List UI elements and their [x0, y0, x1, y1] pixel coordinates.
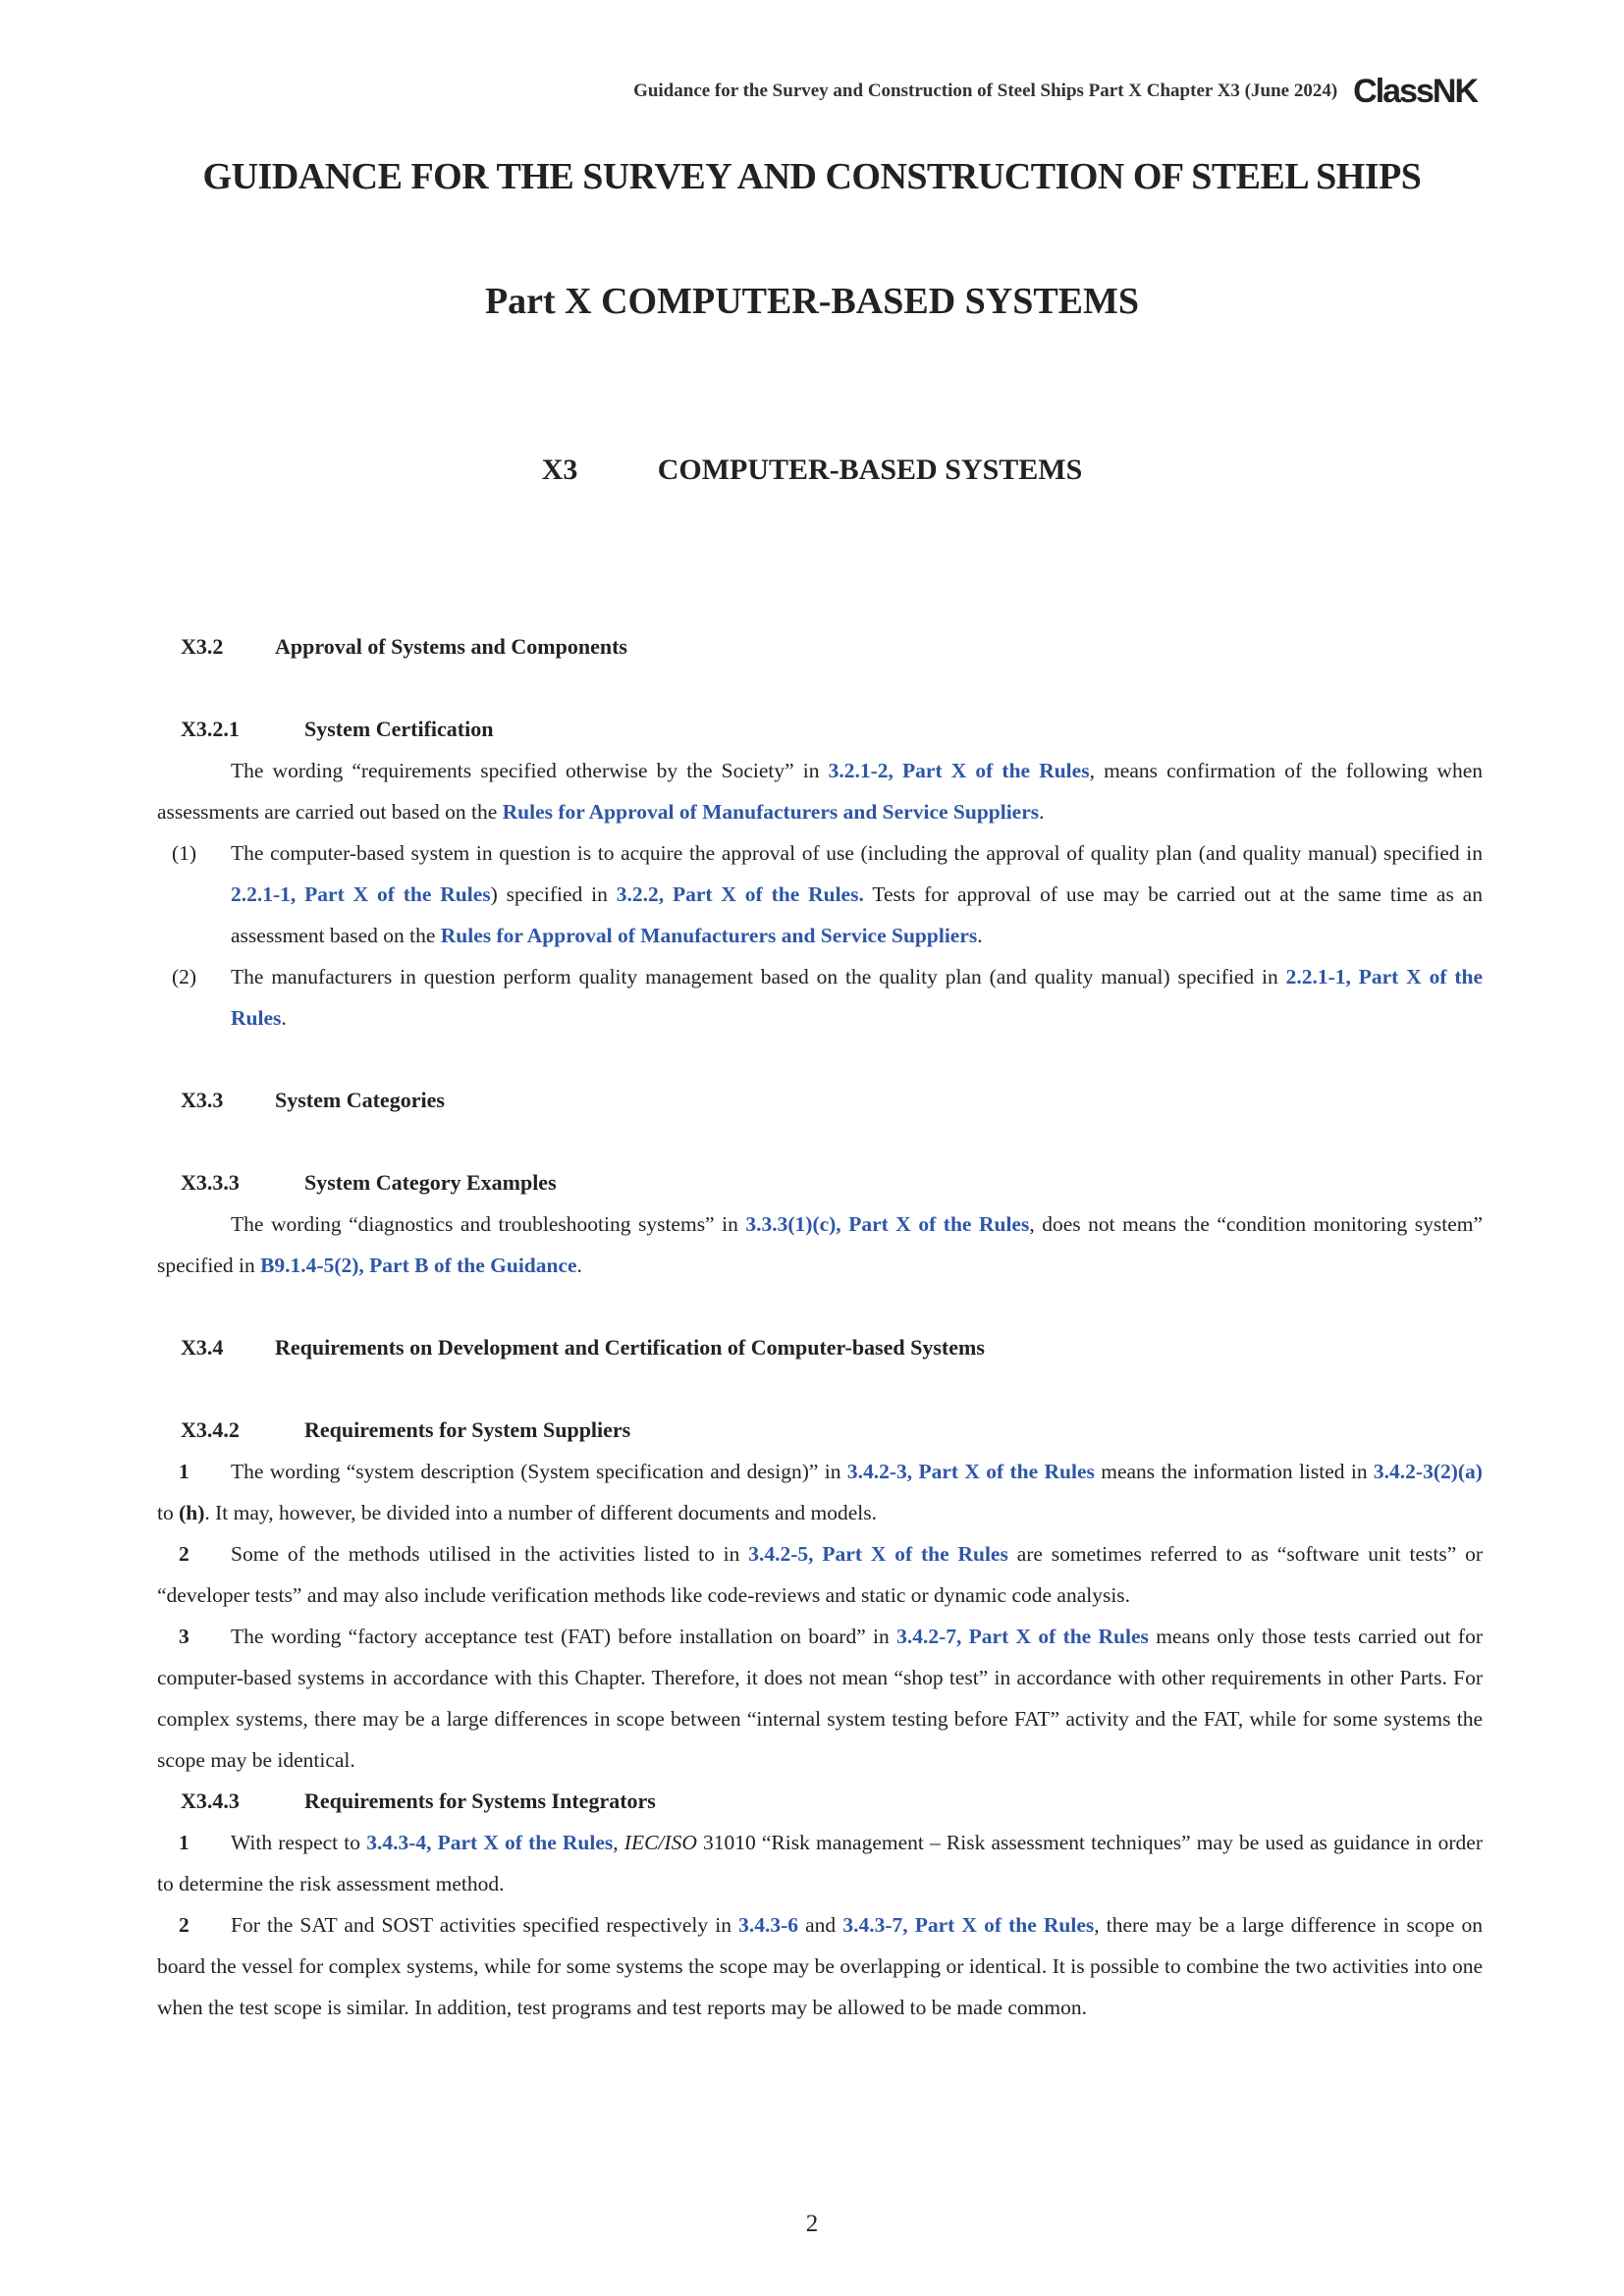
- paragraph-number: 3: [179, 1625, 189, 1648]
- section-number: X3.3: [181, 1088, 224, 1112]
- rule-reference-link[interactable]: 3.2.1-2, Part X of the Rules: [828, 759, 1090, 782]
- numbered-paragraph: 2 Some of the methods utilised in the activities listed to in 3.4.2-5, Part X of the Rules are sometimes referred to as “software unit tests” or “developer tests” and may also include verification methods like code-reviews and static or dynamic code analysis.: [157, 1533, 1483, 1616]
- section-heading-x3-4-3: [181, 1781, 1483, 1822]
- section-number: X3.4: [181, 1335, 224, 1360]
- section-title: Requirements on Development and Certification of Computer-based Systems: [275, 1335, 985, 1360]
- rule-reference-link[interactable]: 3.3.3(1)(c), Part X of the Rules: [745, 1212, 1030, 1236]
- section-heading-x3-4-2: [181, 1410, 1483, 1451]
- section-number: X3.4.2: [181, 1417, 240, 1442]
- numbered-paragraph: 1 With respect to 3.4.3-4, Part X of the Rules, IEC/ISO 31010 “Risk management – Risk assessment techniques” may be used as guidance in order to determine the risk assessment method.: [157, 1822, 1483, 1904]
- paragraph-number: 1: [179, 1460, 189, 1483]
- section-title: Requirements for System Suppliers: [304, 1417, 631, 1442]
- section-number: X3.3.3: [181, 1170, 240, 1195]
- rule-reference-link[interactable]: B9.1.4-5(2), Part B of the Guidance: [260, 1254, 577, 1277]
- list-item-label: (1): [172, 841, 197, 865]
- paragraph: The wording “requirements specified otherwise by the Society” in 3.2.1-2, Part X of the Rules, means confirmation of the following when assessments are carried out based on the Rules for Approval of Manufacturers and Service Suppliers.: [157, 759, 1483, 824]
- section-number: X3.4.3: [181, 1789, 240, 1813]
- paragraph-number: 2: [179, 1913, 189, 1937]
- rule-reference-link[interactable]: 3.2.2, Part X of the Rules.: [616, 882, 864, 906]
- numbered-paragraph: 3 The wording “factory acceptance test (FAT) before installation on board” in 3.4.2-7, Part X of the Rules means only those tests carried out for computer-based systems in accordance with this Chapter. Therefore, it does not mean “shop test” in accordance with other requirements in other Parts. For complex systems, there may be a large differences in scope between “internal system testing before FAT” activity and the FAT, while for some systems the scope may be identical.: [157, 1616, 1483, 1781]
- list-item-label: (2): [172, 965, 197, 988]
- chapter-number: X3: [541, 454, 578, 486]
- section-title: System Categories: [275, 1088, 445, 1112]
- section-heading-x3-4: [181, 1327, 1483, 1368]
- section-number: X3.2: [181, 634, 224, 659]
- classnk-logo: ClassNK: [1353, 73, 1477, 110]
- running-title: Guidance for the Survey and Construction of Steel Ships Part X Chapter X3 (June 2024): [633, 80, 1338, 101]
- rule-reference-link[interactable]: Rules for Approval of Manufacturers and Service Suppliers: [502, 800, 1040, 824]
- rule-reference-link[interactable]: 3.4.2-3(2)(a): [1373, 1460, 1483, 1483]
- numbered-paragraph: 1 The wording “system description (System specification and design)” in 3.4.2-3, Part X of the Rules means the information listed in 3.4.2-3(2)(a) to (h). It may, however, be divided into a number of different documents and models.: [157, 1451, 1483, 1533]
- paragraph: The wording “diagnostics and troubleshooting systems” in 3.3.3(1)(c), Part X of the Rules, does not means the “condition monitoring system” specified in B9.1.4-5(2), Part B of the Guidance.: [157, 1212, 1484, 1277]
- section-title: Requirements for Systems Integrators: [304, 1789, 656, 1813]
- rule-reference-link[interactable]: 3.4.3-7, Part X of the Rules: [842, 1913, 1095, 1937]
- rule-reference-link[interactable]: 3.4.2-7, Part X of the Rules: [896, 1625, 1149, 1648]
- rule-reference-link[interactable]: 2.2.1-1, Part X of the Rules: [231, 882, 491, 906]
- chapter-title: [0, 454, 1624, 487]
- rule-reference-link[interactable]: 3.4.3-4, Part X of the Rules: [366, 1831, 614, 1854]
- rule-reference-link[interactable]: 3.4.2-5, Part X of the Rules: [748, 1542, 1008, 1566]
- section-number: X3.2.1: [181, 717, 240, 741]
- section-heading-x3-3-3: [181, 1162, 1483, 1203]
- paragraph-number: 2: [179, 1542, 189, 1566]
- rule-reference-link[interactable]: Rules for Approval of Manufacturers and Service Suppliers: [440, 924, 978, 947]
- document-title: GUIDANCE FOR THE SURVEY AND CONSTRUCTION OF STEEL SHIPS: [202, 156, 1422, 197]
- rule-reference-link[interactable]: 3.4.3-6: [738, 1913, 799, 1937]
- list-item: (1) The computer-based system in question is to acquire the approval of use (including the approval of quality plan (and quality manual) specified in 2.2.1-1, Part X of the Rules) specified in 3.2.2, Part X of the Rules. Tests for approval of use may be carried out at the same time as an assessment based on the Rules for Approval of Manufacturers and Service Suppliers.: [157, 832, 1483, 956]
- rule-reference-link[interactable]: 3.4.2-3, Part X of the Rules: [846, 1460, 1095, 1483]
- numbered-paragraph: 2 For the SAT and SOST activities specified respectively in 3.4.3-6 and 3.4.3-7, Part X of the Rules, there may be a large difference in scope on board the vessel for complex systems, while for some systems the scope may be overlapping or identical. It is possible to combine the two activities into one when the test scope is similar. In addition, test programs and test reports may be allowed to be made common.: [157, 1904, 1483, 2028]
- section-heading-x3-2: [181, 626, 1483, 667]
- paragraph-number: 1: [179, 1831, 189, 1854]
- section-title: Approval of Systems and Components: [275, 634, 627, 659]
- list-item: (2) The manufacturers in question perform quality management based on the quality plan (and quality manual) specified in 2.2.1-1, Part X of the Rules.: [157, 956, 1483, 1039]
- chapter-name: COMPUTER-BASED SYSTEMS: [657, 454, 1083, 486]
- page-header: [633, 75, 1477, 108]
- rule-reference-link[interactable]: 2.2.1-1, Part X of the Rules: [231, 965, 1483, 1030]
- section-heading-x3-2-1: [181, 709, 1483, 750]
- section-title: System Certification: [304, 717, 494, 741]
- section-title: System Category Examples: [304, 1170, 557, 1195]
- part-title: Part X COMPUTER-BASED SYSTEMS: [484, 281, 1140, 322]
- document-body: [157, 626, 1483, 2028]
- page-number: 2: [805, 2211, 819, 2237]
- section-heading-x3-3: [181, 1080, 1483, 1121]
